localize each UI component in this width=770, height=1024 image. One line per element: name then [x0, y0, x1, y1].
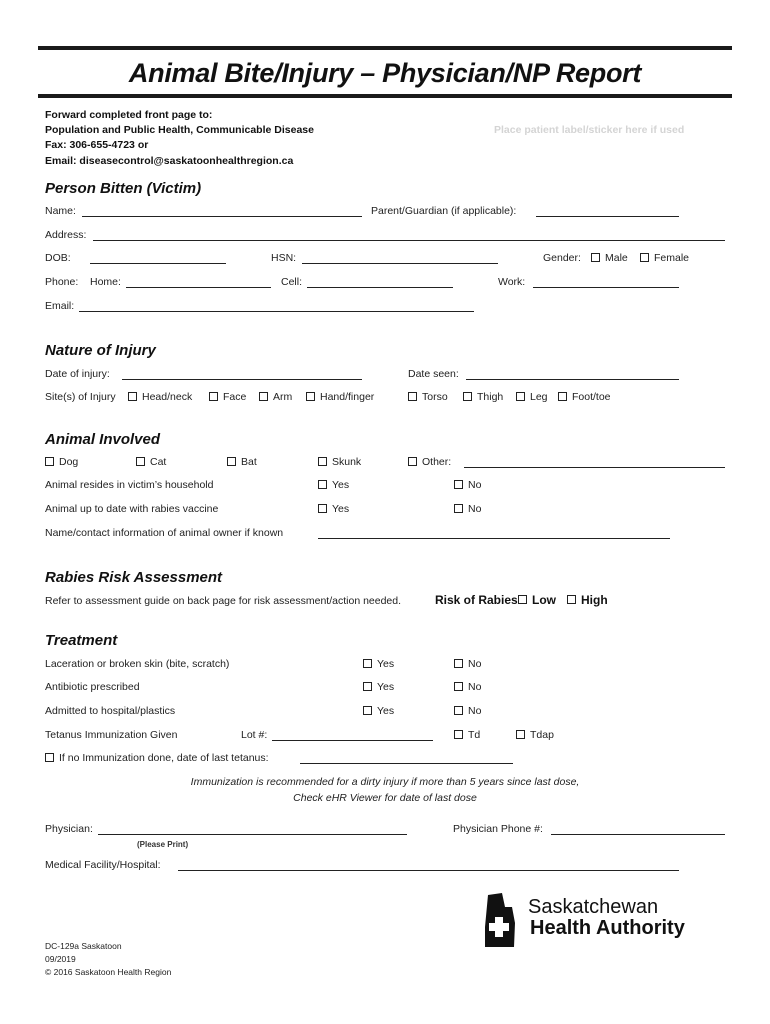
female-checkbox[interactable] [640, 253, 649, 262]
other-animal-field[interactable] [464, 467, 725, 468]
lot-label: Lot #: [241, 729, 268, 741]
email-label: Email: [45, 300, 75, 312]
animal-type-label: Other: [422, 456, 452, 468]
resides-no-option[interactable] [454, 479, 481, 491]
yes-label: Yes [377, 681, 395, 693]
site-option[interactable] [408, 391, 448, 403]
site-checkbox[interactable] [306, 392, 315, 401]
cell-phone-field[interactable] [307, 287, 453, 288]
home-phone-field[interactable] [126, 287, 271, 288]
tetanus-label: Tetanus Immunization Given [45, 729, 178, 741]
site-option[interactable] [463, 391, 503, 403]
forward-line-2: Population and Public Health, Communicable Disease [45, 124, 314, 136]
yes-checkbox[interactable] [318, 504, 327, 513]
forward-line-4: Email: diseasecontrol@saskatoonhealthregion.ca [45, 155, 294, 167]
admitted-yes-option[interactable] [363, 705, 394, 717]
no-label: No [468, 681, 482, 693]
td-checkbox[interactable] [454, 730, 463, 739]
animal-type-option[interactable] [227, 456, 257, 468]
title-rule [38, 94, 732, 98]
gender-male-option[interactable] [591, 252, 628, 264]
gender-female-option[interactable] [640, 252, 689, 264]
low-checkbox[interactable] [518, 595, 527, 604]
please-print-note: (Please Print) [137, 840, 189, 849]
guardian-field[interactable] [536, 216, 679, 217]
physician-phone-field[interactable] [551, 834, 725, 835]
risk-label: Risk of Rabies [435, 593, 518, 607]
animal-type-checkbox[interactable] [408, 457, 417, 466]
male-checkbox[interactable] [591, 253, 600, 262]
work-label: Work: [498, 276, 526, 288]
animal-type-checkbox[interactable] [227, 457, 236, 466]
owner-field[interactable] [318, 538, 670, 539]
yes-label: Yes [332, 503, 350, 515]
date-seen-label: Date seen: [408, 368, 459, 380]
vaccine-no-option[interactable] [454, 503, 481, 515]
laceration-yes-option[interactable] [363, 658, 394, 670]
physician-phone-label: Physician Phone #: [453, 823, 543, 835]
high-label: High [581, 593, 608, 607]
gender-label: Gender: [543, 252, 581, 264]
site-option[interactable] [516, 391, 548, 403]
site-checkbox[interactable] [408, 392, 417, 401]
antibiotic-no-option[interactable] [454, 681, 481, 693]
resides-yes-option[interactable] [318, 479, 349, 491]
page-title: Animal Bite/Injury – Physician/NP Report [128, 58, 642, 88]
cell-label: Cell: [281, 276, 303, 288]
risk-low-option[interactable] [518, 593, 556, 607]
site-checkbox[interactable] [209, 392, 218, 401]
admitted-label: Admitted to hospital/plastics [45, 705, 176, 717]
top-rule [38, 46, 732, 50]
hsn-field[interactable] [302, 263, 498, 264]
site-option[interactable] [558, 391, 611, 403]
animal-type-label: Dog [59, 456, 79, 468]
yes-checkbox[interactable] [363, 682, 372, 691]
footer-date: 09/2019 [45, 954, 76, 964]
animal-type-option[interactable] [136, 456, 166, 468]
no-label: No [468, 705, 482, 717]
male-label: Male [605, 252, 628, 264]
address-field[interactable] [93, 240, 725, 241]
yes-checkbox[interactable] [363, 659, 372, 668]
date-injury-label: Date of injury: [45, 368, 110, 380]
logo-line-2: Health Authority [530, 917, 685, 939]
site-checkbox[interactable] [463, 392, 472, 401]
site-option[interactable] [306, 391, 374, 403]
dob-field[interactable] [90, 263, 226, 264]
animal-type-option[interactable] [318, 456, 361, 468]
last-tetanus-field[interactable] [300, 763, 513, 764]
tdap-label: Tdap [530, 729, 554, 741]
site-label: Hand/finger [320, 391, 375, 403]
work-phone-field[interactable] [533, 287, 679, 288]
admitted-no-option[interactable] [454, 705, 481, 717]
no-immunization-label: If no Immunization done, date of last tetanus: [59, 752, 269, 764]
animal-type-option[interactable] [408, 456, 451, 468]
section-injury-heading: Nature of Injury [45, 342, 156, 359]
site-label: Head/neck [142, 391, 193, 403]
footer-copyright: © 2016 Saskatoon Health Region [45, 967, 172, 977]
email-field[interactable] [79, 311, 474, 312]
facility-label: Medical Facility/Hospital: [45, 859, 161, 871]
vaccine-yes-option[interactable] [318, 503, 349, 515]
immunization-note-1: Immunization is recommended for a dirty injury if more than 5 years since last dose, [190, 776, 580, 788]
site-checkbox[interactable] [128, 392, 137, 401]
risk-high-option[interactable] [567, 593, 608, 607]
no-checkbox[interactable] [454, 480, 463, 489]
female-label: Female [654, 252, 690, 264]
date-seen-field[interactable] [466, 379, 679, 380]
site-checkbox[interactable] [558, 392, 567, 401]
hsn-label: HSN: [271, 252, 297, 264]
yes-checkbox[interactable] [363, 706, 372, 715]
resides-label: Animal resides in victim’s household [45, 479, 214, 491]
site-label: Torso [422, 391, 448, 403]
owner-label: Name/contact information of animal owner if known [45, 527, 284, 539]
td-option[interactable] [454, 729, 480, 741]
td-label: Td [468, 729, 481, 741]
section-rabies-heading: Rabies Risk Assessment [45, 569, 223, 586]
address-label: Address: [45, 229, 87, 241]
high-checkbox[interactable] [567, 595, 576, 604]
home-label: Home: [90, 276, 121, 288]
footer-code: DC-129a Saskatoon [45, 941, 122, 951]
site-option[interactable] [209, 391, 246, 403]
animal-type-label: Bat [241, 456, 257, 468]
no-immunization-checkbox[interactable] [45, 753, 54, 762]
antibiotic-label: Antibiotic prescribed [45, 681, 140, 693]
animal-type-checkbox[interactable] [45, 457, 54, 466]
site-label: Leg [530, 391, 548, 403]
no-label: No [468, 479, 482, 491]
site-label: Face [223, 391, 247, 403]
name-field[interactable] [82, 216, 362, 217]
name-label: Name: [45, 205, 76, 217]
guardian-label: Parent/Guardian (if applicable): [371, 205, 517, 217]
animal-type-checkbox[interactable] [318, 457, 327, 466]
antibiotic-yes-option[interactable] [363, 681, 394, 693]
no-label: No [468, 503, 482, 515]
facility-field[interactable] [178, 870, 679, 871]
sha-logo [482, 891, 518, 954]
no-checkbox[interactable] [454, 659, 463, 668]
no-label: No [468, 658, 482, 670]
site-checkbox[interactable] [516, 392, 525, 401]
yes-checkbox[interactable] [318, 480, 327, 489]
site-label: Foot/toe [572, 391, 611, 403]
laceration-no-option[interactable] [454, 658, 481, 670]
laceration-label: Laceration or broken skin (bite, scratch) [45, 658, 230, 670]
section-person-heading: Person Bitten (Victim) [45, 180, 202, 197]
section-animal-heading: Animal Involved [45, 431, 161, 448]
refer-text: Refer to assessment guide on back page for risk assessment/action needed. [45, 595, 402, 607]
site-checkbox[interactable] [259, 392, 268, 401]
no-checkbox[interactable] [454, 682, 463, 691]
no-checkbox[interactable] [454, 706, 463, 715]
site-option[interactable] [128, 391, 192, 403]
site-label: Arm [273, 391, 293, 403]
tdap-option[interactable] [516, 729, 554, 741]
phone-label: Phone: [45, 276, 79, 288]
sites-label: Site(s) of Injury [45, 391, 116, 403]
yes-label: Yes [377, 705, 395, 717]
animal-type-checkbox[interactable] [136, 457, 145, 466]
animal-type-option[interactable] [45, 456, 78, 468]
yes-label: Yes [377, 658, 395, 670]
lot-field[interactable] [272, 740, 433, 741]
health-authority-emblem-icon [482, 891, 518, 949]
no-immunization-option[interactable] [45, 752, 269, 764]
patient-sticker-area[interactable]: Place patient label/sticker here if used [494, 124, 685, 136]
site-option[interactable] [259, 391, 292, 403]
section-treatment-heading: Treatment [45, 632, 118, 649]
vaccine-label: Animal up to date with rabies vaccine [45, 503, 219, 515]
immunization-note-2: Check eHR Viewer for date of last dose [293, 792, 477, 804]
no-checkbox[interactable] [454, 504, 463, 513]
tdap-checkbox[interactable] [516, 730, 525, 739]
animal-type-label: Skunk [332, 456, 362, 468]
animal-type-label: Cat [150, 456, 167, 468]
yes-label: Yes [332, 479, 350, 491]
site-label: Thigh [477, 391, 504, 403]
forward-line-1: Forward completed front page to: [45, 109, 213, 121]
date-injury-field[interactable] [122, 379, 362, 380]
dob-label: DOB: [45, 252, 71, 264]
low-label: Low [532, 593, 556, 607]
forward-line-3: Fax: 306-655-4723 or [45, 139, 149, 151]
physician-field[interactable] [98, 834, 407, 835]
physician-label: Physician: [45, 823, 93, 835]
logo-line-1: Saskatchewan [528, 896, 659, 918]
